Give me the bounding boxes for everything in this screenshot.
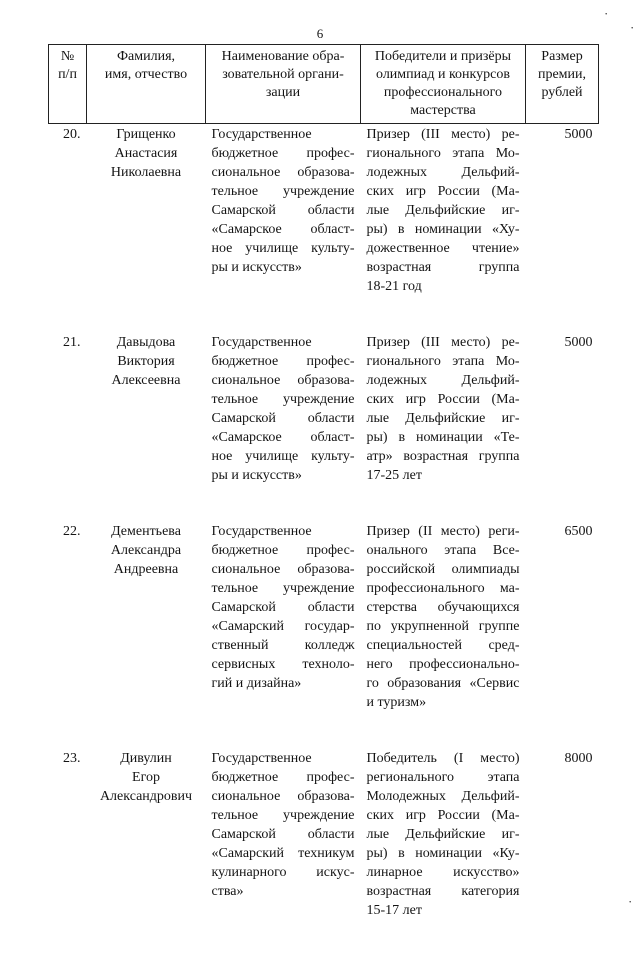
text-line: п/п [51, 66, 84, 84]
text-line: Дементьева [89, 522, 204, 541]
text-line: ры и искусств» [212, 466, 355, 485]
header-fio [87, 45, 206, 124]
text-line: Самарской области [212, 825, 355, 844]
text-line: Государственное [212, 749, 355, 768]
header-org [206, 45, 361, 124]
text-line: ских игр России (Ма- [367, 806, 520, 825]
row-prize: 6500 [526, 521, 599, 748]
text-line: бюджетное профес- [212, 768, 355, 787]
text-line: по укрупненной группе [367, 617, 520, 636]
text-line: ры) в номинации «Те- [367, 428, 520, 447]
table-row [49, 124, 599, 333]
text-line: ное училище культу- [212, 447, 355, 466]
text-line: Дивулин [89, 749, 204, 768]
text-line: линарное искусство» [367, 863, 520, 882]
table-body [49, 124, 599, 956]
text-line: ственный колледж [212, 636, 355, 655]
table-header-row [49, 45, 599, 124]
text-line: Государственное [212, 333, 355, 352]
text-line: дожественное чтение» [367, 239, 520, 258]
header-winners [361, 45, 526, 124]
text-line: специальностей сред- [367, 636, 520, 655]
text-line: ное училище культу- [212, 239, 355, 258]
row-fio [87, 521, 206, 748]
text-line: лые Дельфийские иг- [367, 201, 520, 220]
row-achievement [361, 124, 526, 333]
text-line: Самарской области [212, 201, 355, 220]
row-organization [206, 521, 361, 748]
row-fio [87, 124, 206, 333]
text-line: бюджетное профес- [212, 541, 355, 560]
text-line: зации [208, 84, 358, 102]
row-fio [87, 332, 206, 521]
text-line: лодежных Дельфий- [367, 163, 520, 182]
text-line: гионального этапа Мо- [367, 352, 520, 371]
text-line: ры) в номинации «Ху- [367, 220, 520, 239]
text-line: ства» [212, 882, 355, 901]
text-line: Наименование обра- [208, 48, 358, 66]
text-line: и туризм» [367, 693, 520, 712]
scan-mark: · [604, 6, 608, 22]
text-line: гионального этапа Мо- [367, 144, 520, 163]
text-line: Самарской области [212, 409, 355, 428]
text-line: Призер (III место) ре- [367, 125, 520, 144]
row-organization [206, 748, 361, 956]
text-line: 15-17 лет [367, 901, 520, 920]
text-line: Государственное [212, 125, 355, 144]
text-line: лые Дельфийские иг- [367, 825, 520, 844]
text-line: стерства обучающихся [367, 598, 520, 617]
text-line: Егор [89, 768, 204, 787]
row-achievement [361, 748, 526, 956]
text-line: лодежных Дельфий- [367, 371, 520, 390]
page-number: 6 [0, 26, 640, 42]
text-line: «Самарское област- [212, 428, 355, 447]
text-line: зовательной органи- [208, 66, 358, 84]
text-line: Александрович [89, 787, 204, 806]
text-line: Давыдова [89, 333, 204, 352]
text-line: «Самарский техникум [212, 844, 355, 863]
text-line: сиональное образова- [212, 371, 355, 390]
row-prize: 5000 [526, 124, 599, 333]
text-line: премии, [528, 66, 596, 84]
text-line: «Самарский государ- [212, 617, 355, 636]
text-line: мастерства [363, 102, 523, 120]
text-line: профессионального ма- [367, 579, 520, 598]
row-number: 20. [49, 124, 87, 333]
text-line: него профессионально- [367, 655, 520, 674]
text-line: лые Дельфийские иг- [367, 409, 520, 428]
text-line: «Самарское област- [212, 220, 355, 239]
table-row [49, 521, 599, 748]
text-line: возрастная группа [367, 258, 520, 277]
text-line: возрастная категория [367, 882, 520, 901]
scan-mark: · [630, 20, 634, 36]
text-line: Размер [528, 48, 596, 66]
text-line: гий и дизайна» [212, 674, 355, 693]
text-line: Андреевна [89, 560, 204, 579]
row-number: 22. [49, 521, 87, 748]
header-prize [526, 45, 599, 124]
text-line: ры и искусств» [212, 258, 355, 277]
text-line: тельное учреждение [212, 806, 355, 825]
text-line: ских игр России (Ма- [367, 182, 520, 201]
text-line: сиональное образова- [212, 560, 355, 579]
text-line: ских игр России (Ма- [367, 390, 520, 409]
text-line: тельное учреждение [212, 390, 355, 409]
text-line: тельное учреждение [212, 579, 355, 598]
text-line: Анастасия [89, 144, 204, 163]
text-line: Александра [89, 541, 204, 560]
text-line: кулинарного искус- [212, 863, 355, 882]
text-line: 18-21 год [367, 277, 520, 296]
row-number: 21. [49, 332, 87, 521]
text-line: Молодежных Дельфий- [367, 787, 520, 806]
text-line: российской олимпиады [367, 560, 520, 579]
text-line: Призер (II место) реги- [367, 522, 520, 541]
row-number: 23. [49, 748, 87, 956]
text-line: атр» возрастная группа [367, 447, 520, 466]
text-line: имя, отчество [89, 66, 203, 84]
text-line: тельное учреждение [212, 182, 355, 201]
text-line: Грищенко [89, 125, 204, 144]
text-line: Государственное [212, 522, 355, 541]
text-line: сиональное образова- [212, 787, 355, 806]
text-line: бюджетное профес- [212, 144, 355, 163]
text-line: регионального этапа [367, 768, 520, 787]
row-organization [206, 332, 361, 521]
text-line: бюджетное профес- [212, 352, 355, 371]
text-line: Призер (III место) ре- [367, 333, 520, 352]
header-num [49, 45, 87, 124]
text-line: онального этапа Все- [367, 541, 520, 560]
text-line: Самарской области [212, 598, 355, 617]
text-line: 17-25 лет [367, 466, 520, 485]
text-line: Алексеевна [89, 371, 204, 390]
text-line: № [51, 48, 84, 66]
text-line: ры) в номинации «Ку- [367, 844, 520, 863]
text-line: олимпиад и конкурсов [363, 66, 523, 84]
text-line: Фамилия, [89, 48, 203, 66]
text-line: Виктория [89, 352, 204, 371]
row-achievement [361, 521, 526, 748]
row-achievement [361, 332, 526, 521]
text-line: Николаевна [89, 163, 204, 182]
awards-table [48, 44, 599, 956]
text-line: го образования «Сервис [367, 674, 520, 693]
row-prize: 8000 [526, 748, 599, 956]
row-organization [206, 124, 361, 333]
text-line: сиональное образова- [212, 163, 355, 182]
row-fio [87, 748, 206, 956]
text-line: Победители и призёры [363, 48, 523, 66]
scan-mark: · [628, 894, 632, 910]
text-line: Победитель (I место) [367, 749, 520, 768]
text-line: профессионального [363, 84, 523, 102]
row-prize: 5000 [526, 332, 599, 521]
text-line: рублей [528, 84, 596, 102]
table-row [49, 748, 599, 956]
text-line: сервисных техноло- [212, 655, 355, 674]
table-row [49, 332, 599, 521]
